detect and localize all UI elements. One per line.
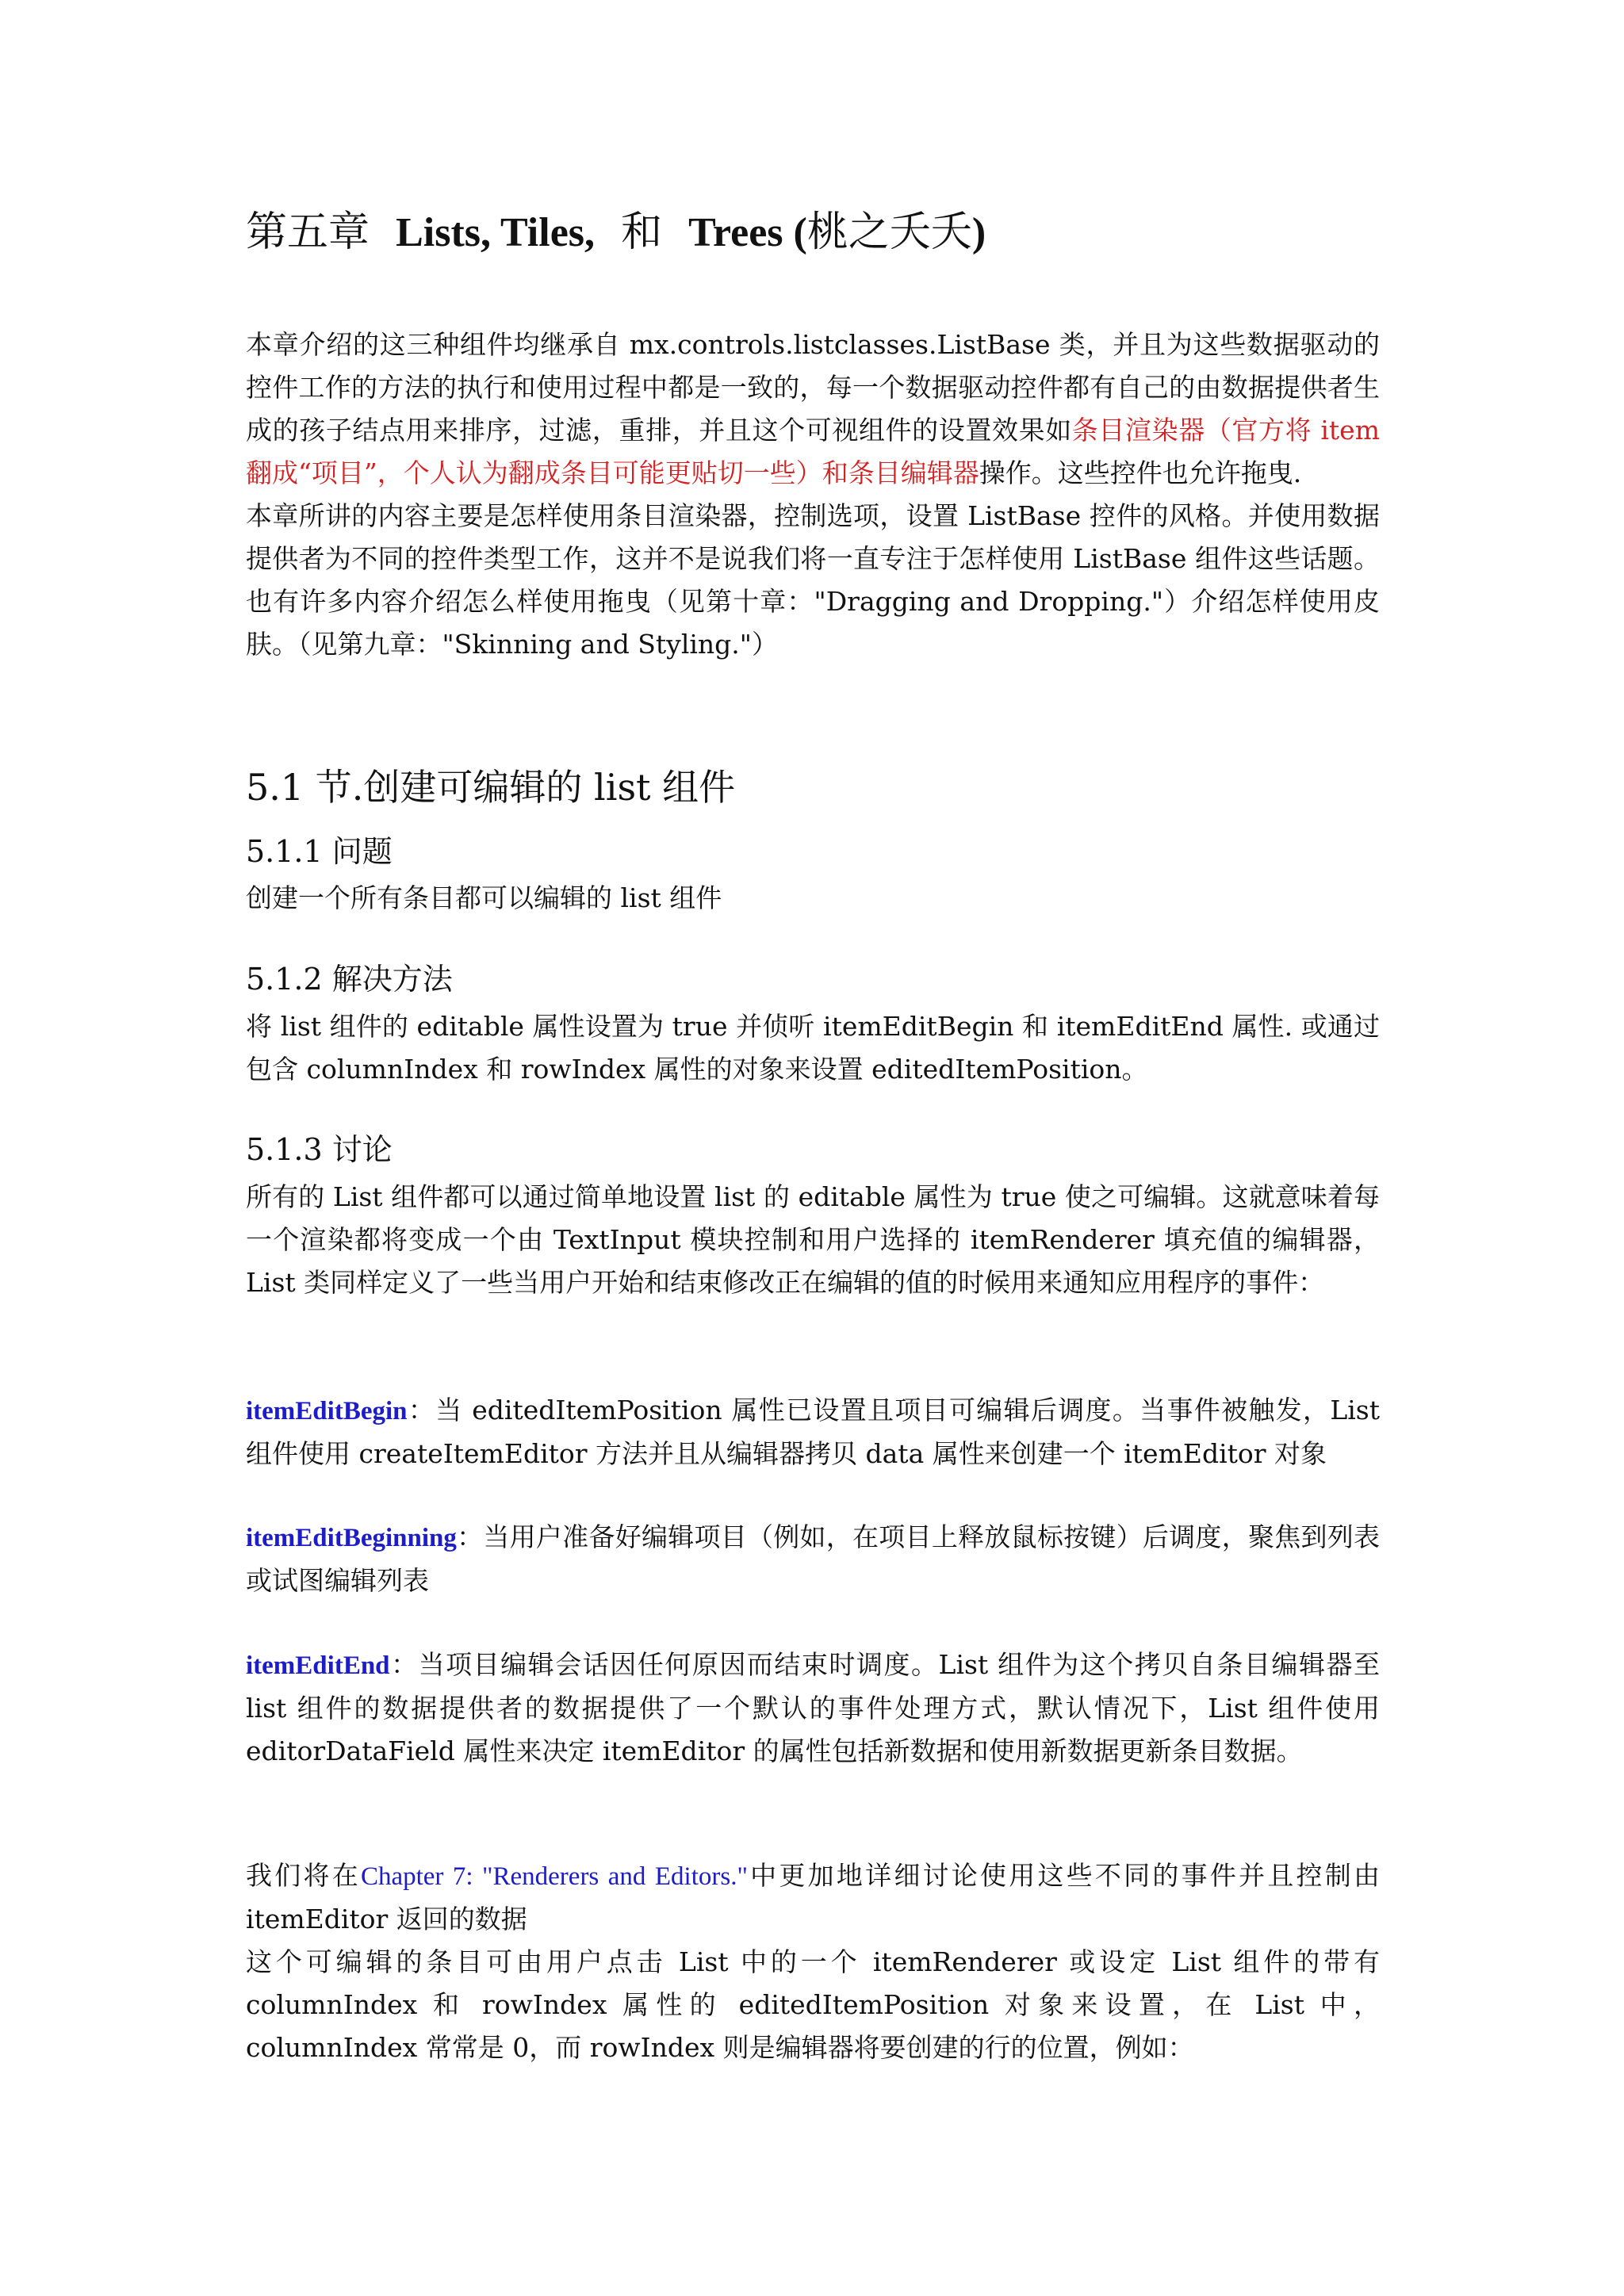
subsection-problem-title: 5.1.1 问题 [246,834,393,869]
closing-p1-tail: 中更加地详细讨论使用这些不同的事件并且控制由 itemEditor 返回的数据 [246,1860,1381,1934]
chapter-title-and: 和 [621,209,663,256]
event-name-beginning: itemEditBeginning [246,1524,457,1552]
event-beginning-paragraph [246,1516,1380,1602]
event-name-end: itemEditEnd [246,1651,390,1680]
intro-p1-text: 本章介绍的这三种组件均继承自 mx.controls.listclasses.ListBase 类，并且为这些数据驱动的控件工作的方法的执行和使用过程中都是一致的，每一个数据驱动控件都有自己的由数据提供者生成的孩子结点用来排序，过滤，重排，并且这个可视组件的设置效果如 [246,329,1380,446]
problem-text: 创建一个所有条目都可以编辑的 list 组件 [246,882,722,913]
closing-paragraph-2: 这个可编辑的条目可由用户点击 List 中的一个 itemRenderer 或设定 List 组件的带有 columnIndex 和 rowIndex 属性的 editedItemPosition 对象来设置，在 List 中，columnIndex 常常是 0，而 rowIndex 则是编辑器将要创建的行的位置，例如： [246,1946,1380,2063]
event-begin-paragraph [246,1389,1380,1475]
intro-p1-highlight: 条目渲染器（官方将 item 翻成“项目”，个人认为翻成条目可能更贴切一些）和条目编辑器 [246,415,1380,488]
event-name-begin: itemEditBegin [246,1397,408,1425]
closing-paragraph-1 [246,1854,1380,1941]
chapter-title-close: ) [971,210,986,255]
intro-p1-tail: 操作。这些控件也允许拖曳. [979,457,1302,488]
event-text-beginning: ：当用户准备好编辑项目（例如，在项目上释放鼠标按键）后调度，聚焦到列表或试图编辑列表 [246,1521,1380,1596]
intro-block [246,323,1380,666]
event-end-paragraph [246,1644,1380,1773]
event-item-begin [246,1389,1380,1475]
subsection-discussion-body [246,1176,1380,1304]
event-item-end [246,1644,1380,1773]
chapter-title-bold: Lists, Tiles, [396,210,596,255]
chapter-title [246,208,986,258]
chapter-title-prefix: 第五章 [246,209,370,256]
intro-paragraph-2: 本章所讲的内容主要是怎样使用条目渲染器，控制选项，设置 ListBase 控件的风格。并使用数据提供者为不同的控件类型工作，这并不是说我们将一直专注于怎样使用 ListBase 组件这些话题。也有许多内容介绍怎么样使用拖曳（见第十章："Dragging and Dropping."）介绍怎样使用皮肤。（见第九章："Skinning and Styling."） [246,500,1380,660]
subsection-problem-body [246,877,1380,920]
chapter-title-bold2: Trees ( [688,210,807,255]
subsection-solution-title: 5.1.2 解决方法 [246,962,453,997]
event-text-end: ：当项目编辑会话因任何原因而结束时调度。List 组件为这个拷贝自条目编辑器至 list 组件的数据提供者的数据提供了一个默认的事件处理方式，默认情况下，List 组件使用 editorDataField 属性来决定 itemEditor 的属性包括新数据和使用新数据更新条目数据。 [246,1649,1380,1766]
section-title: 5.1 节.创建可编辑的 list 组件 [246,766,736,809]
closing-p1-text: 我们将在 [246,1860,361,1891]
subsection-solution-body [246,1005,1380,1091]
discussion-text: 所有的 List 组件都可以通过简单地设置 list 的 editable 属性为 true 使之可编辑。这就意味着每一个渲染都将变成一个由 TextInput 模块控制和用户选择的 itemRenderer 填充值的编辑器，List 类同样定义了一些当用户开始和结束修改正在编辑的值的时候用来通知应用程序的事件： [246,1181,1380,1298]
event-text-begin: ：当 editedItemPosition 属性已设置且项目可编辑后调度。当事件被触发，List 组件使用 createItemEditor 方法并且从编辑器拷贝 data 属性来创建一个 itemEditor 对象 [246,1395,1380,1469]
closing-block [246,1854,1380,2069]
intro-paragraph-1 [246,323,1380,495]
chapter-7-link[interactable]: Chapter 7: "Renderers and Editors." [360,1862,748,1891]
subsection-discussion-title: 5.1.3 讨论 [246,1132,393,1167]
chapter-title-cn: 桃之夭夭 [806,209,972,256]
solution-text: 将 list 组件的 editable 属性设置为 true 并侦听 itemEditBegin 和 itemEditEnd 属性. 或通过包含 columnIndex 和 rowIndex 属性的对象来设置 editedItemPosition。 [246,1011,1380,1085]
event-item-beginning [246,1516,1380,1602]
